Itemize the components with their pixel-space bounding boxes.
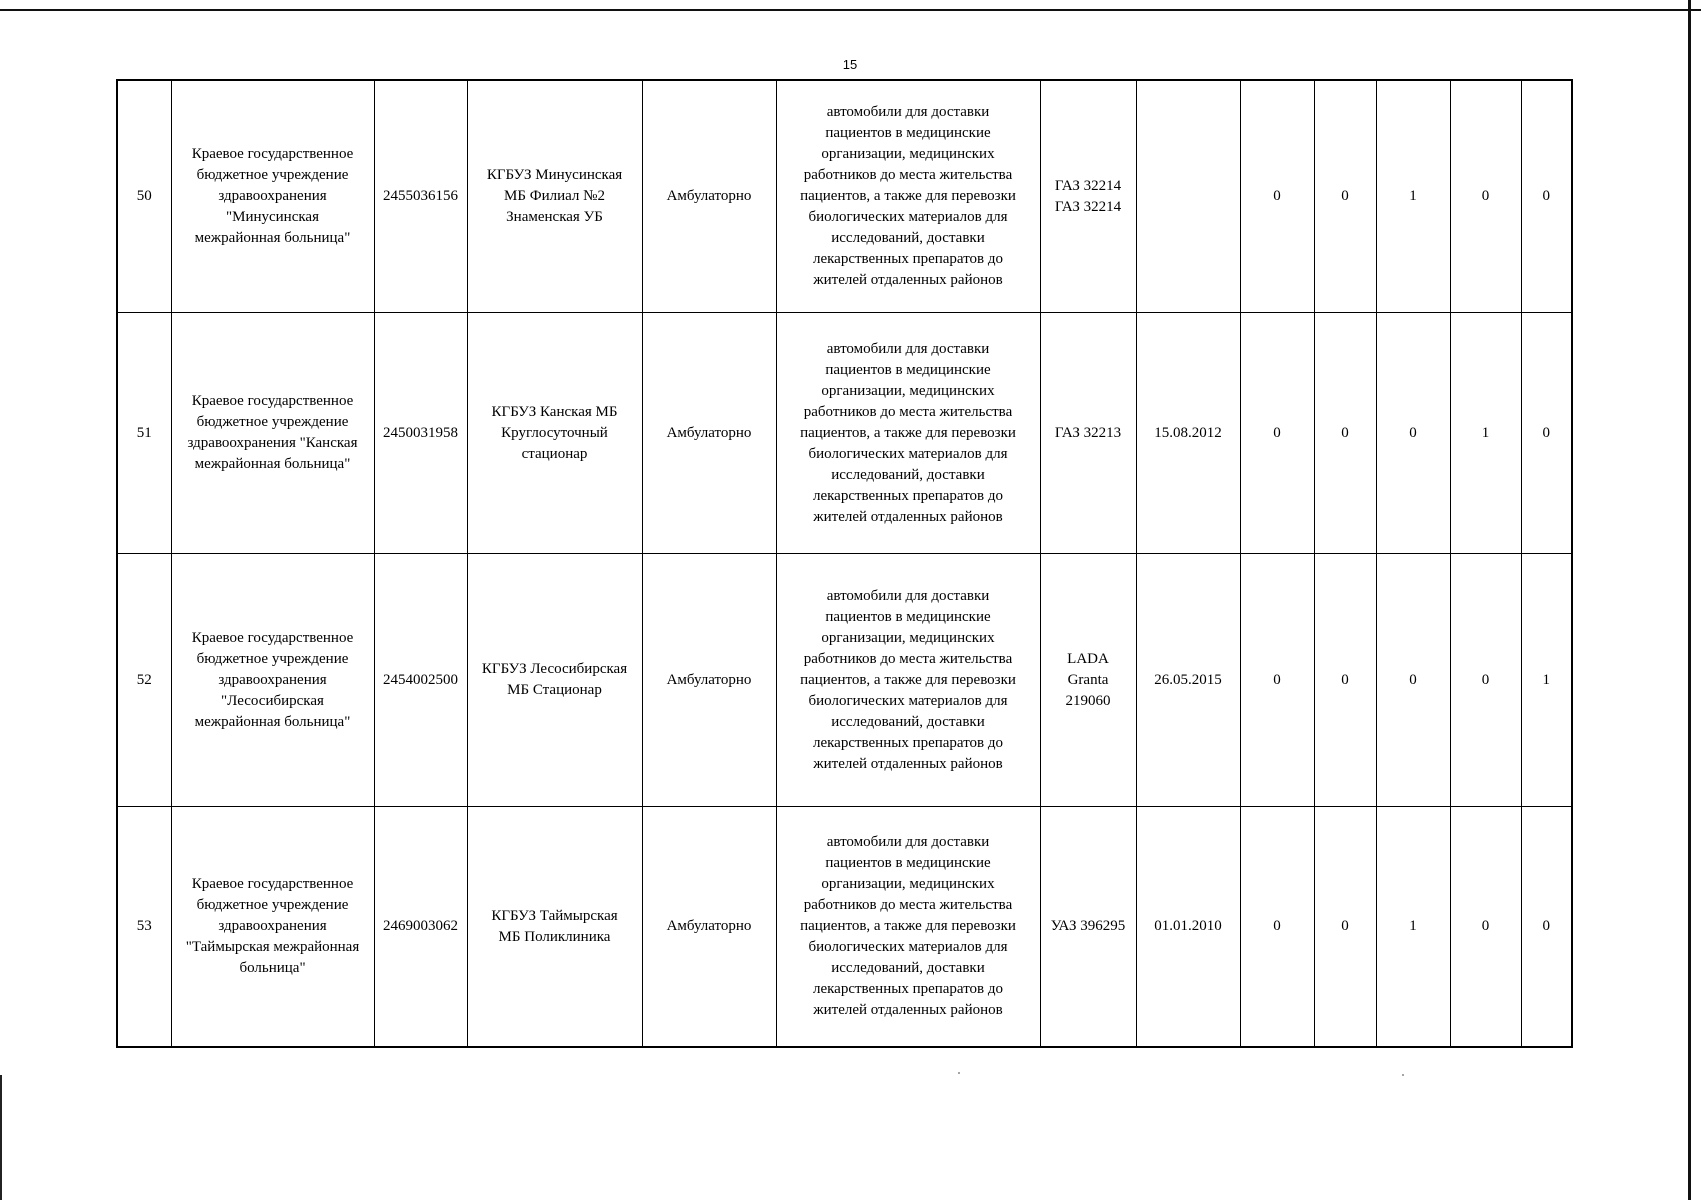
date-cell: 01.01.2010 [1136, 807, 1240, 1048]
scan-border-left-mark [0, 1075, 2, 1200]
date-cell [1136, 80, 1240, 313]
table-row [117, 80, 1572, 313]
count-cell-3: 1 [1376, 807, 1450, 1048]
count-cell-5: 0 [1521, 80, 1572, 313]
count-cell-1: 0 [1240, 313, 1314, 554]
table-row [117, 807, 1572, 1048]
vehicle-model-cell: ГАЗ 32213 [1040, 313, 1136, 554]
row-number-cell: 53 [117, 807, 171, 1048]
inn-cell: 2469003062 [374, 807, 467, 1048]
scan-border-right [1688, 0, 1691, 1200]
count-cell-5: 1 [1521, 554, 1572, 807]
table-row [117, 554, 1572, 807]
date-cell: 26.05.2015 [1136, 554, 1240, 807]
vehicle-purpose-cell: автомобили для доставки пациентов в медицинские организации, медицинских работников до места жительства пациентов, а также для перевозки биологических материалов для исследований, доставки лекарственных препаратов до жителей отдаленных районов [776, 313, 1040, 554]
row-number-cell: 50 [117, 80, 171, 313]
scan-speck [1402, 1074, 1404, 1076]
count-cell-5: 0 [1521, 807, 1572, 1048]
organization-cell: Краевое государственное бюджетное учреждение здравоохранения "Минусинская межрайонная больница" [171, 80, 374, 313]
vehicle-model-cell: LADA Granta 219060 [1040, 554, 1136, 807]
count-cell-2: 0 [1314, 807, 1376, 1048]
vehicle-purpose-cell: автомобили для доставки пациентов в медицинские организации, медицинских работников до места жительства пациентов, а также для перевозки биологических материалов для исследований, доставки лекарственных препаратов до жителей отдаленных районов [776, 80, 1040, 313]
organization-cell: Краевое государственное бюджетное учреждение здравоохранения "Лесосибирская межрайонная больница" [171, 554, 374, 807]
vehicle-model-cell: УАЗ 396295 [1040, 807, 1136, 1048]
organization-cell: Краевое государственное бюджетное учреждение здравоохранения "Таймырская межрайонная больница" [171, 807, 374, 1048]
page-number: 15 [842, 57, 858, 72]
count-cell-2: 0 [1314, 554, 1376, 807]
table-row [117, 313, 1572, 554]
count-cell-3: 0 [1376, 313, 1450, 554]
inn-cell: 2455036156 [374, 80, 467, 313]
scan-border-top [0, 9, 1701, 11]
date-cell: 15.08.2012 [1136, 313, 1240, 554]
subdivision-cell: КГБУЗ Таймырская МБ Поликлиника [467, 807, 642, 1048]
scan-speck [958, 1072, 960, 1074]
inn-cell: 2450031958 [374, 313, 467, 554]
count-cell-5: 0 [1521, 313, 1572, 554]
count-cell-4: 1 [1450, 313, 1521, 554]
count-cell-4: 0 [1450, 80, 1521, 313]
row-number-cell: 52 [117, 554, 171, 807]
subdivision-cell: КГБУЗ Лесосибирская МБ Стационар [467, 554, 642, 807]
vehicle-purpose-cell: автомобили для доставки пациентов в медицинские организации, медицинских работников до места жительства пациентов, а также для перевозки биологических материалов для исследований, доставки лекарственных препаратов до жителей отдаленных районов [776, 554, 1040, 807]
care-mode-cell: Амбулаторно [642, 313, 776, 554]
count-cell-2: 0 [1314, 313, 1376, 554]
care-mode-cell: Амбулаторно [642, 807, 776, 1048]
organization-cell: Краевое государственное бюджетное учреждение здравоохранения "Канская межрайонная больница" [171, 313, 374, 554]
count-cell-4: 0 [1450, 807, 1521, 1048]
count-cell-1: 0 [1240, 80, 1314, 313]
vehicles-table [116, 79, 1573, 1048]
subdivision-cell: КГБУЗ Канская МБ Круглосуточный стационар [467, 313, 642, 554]
row-number-cell: 51 [117, 313, 171, 554]
count-cell-1: 0 [1240, 807, 1314, 1048]
count-cell-3: 0 [1376, 554, 1450, 807]
subdivision-cell: КГБУЗ Минусинская МБ Филиал №2 Знаменская УБ [467, 80, 642, 313]
care-mode-cell: Амбулаторно [642, 80, 776, 313]
count-cell-2: 0 [1314, 80, 1376, 313]
count-cell-4: 0 [1450, 554, 1521, 807]
inn-cell: 2454002500 [374, 554, 467, 807]
care-mode-cell: Амбулаторно [642, 554, 776, 807]
vehicle-model-cell: ГАЗ 32214 ГАЗ 32214 [1040, 80, 1136, 313]
count-cell-3: 1 [1376, 80, 1450, 313]
vehicle-purpose-cell: автомобили для доставки пациентов в медицинские организации, медицинских работников до места жительства пациентов, а также для перевозки биологических материалов для исследований, доставки лекарственных препаратов до жителей отдаленных районов [776, 807, 1040, 1048]
count-cell-1: 0 [1240, 554, 1314, 807]
